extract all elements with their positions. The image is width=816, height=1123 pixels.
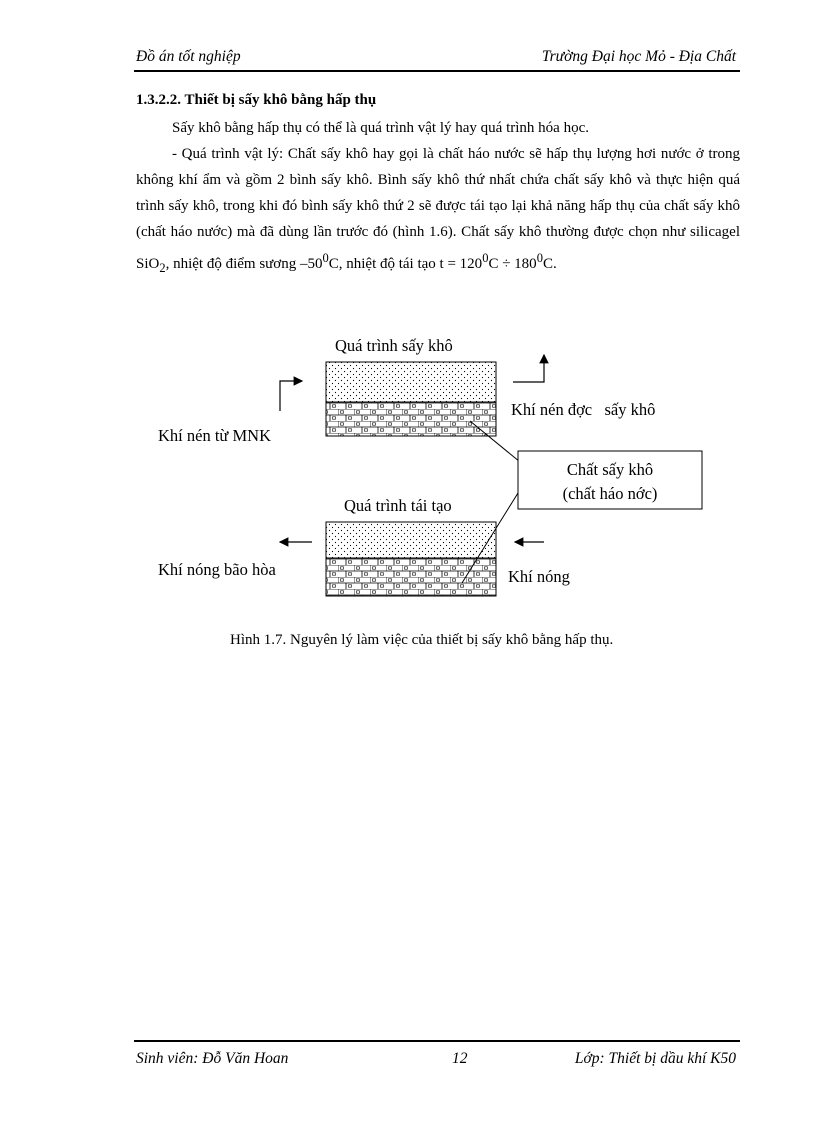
label-inlet-bottom: Khí nóng — [508, 567, 570, 586]
label-bottom-process: Quá trình tái tạo — [344, 496, 452, 515]
degree-sup-2: 0 — [482, 251, 489, 265]
section-heading: 1.3.2.2. Thiết bị sấy khô bằng hấp thụ — [136, 92, 377, 108]
top-vessel-dots — [326, 362, 496, 402]
subscript-2: 2 — [159, 261, 166, 275]
label-top-process: Quá trình sấy khô — [335, 336, 453, 355]
outlet-arrow-top — [513, 355, 544, 382]
page-number: 12 — [452, 1050, 468, 1067]
footer-student: Sinh viên: Đỗ Văn Hoan — [136, 1050, 289, 1067]
body-paragraph — [136, 141, 740, 281]
bottom-vessel-dots — [326, 522, 496, 558]
callout-line-1: Chất sấy khô — [566, 460, 654, 479]
body-text-2: , nhiệt độ điểm sương –50 — [165, 256, 323, 272]
main-content — [136, 92, 740, 281]
inlet-arrow-top — [280, 381, 302, 411]
figure-caption: Hình 1.7. Nguyên lý làm việc của thiết bị sấy khô bằng hấp thụ. — [230, 632, 614, 648]
footer-class: Lớp: Thiết bị dầu khí K50 — [574, 1050, 736, 1067]
header-right: Trường Đại học Mỏ - Địa Chất — [541, 48, 736, 65]
page-header — [134, 48, 740, 72]
body-text-3: C, nhiệt độ tái tạo t = 120 — [328, 256, 483, 272]
callout-line-2: (chất háo nớc) — [562, 484, 658, 503]
degree-sup-3: 0 — [536, 251, 543, 265]
adsorption-dryer-diagram — [130, 325, 730, 625]
header-left: Đồ án tốt nghiệp — [136, 48, 241, 65]
degree-sup-1: 0 — [322, 251, 329, 265]
body-text-4: C ÷ 180 — [488, 256, 537, 272]
body-text-1: - Quá trình vật lý: Chất sấy khô hay gọi là chất háo nước sẽ hấp thụ lượng hơi nước ở trong không khí ẩm và gồm 2 bình sấy khô. Bình sấy khô thứ nhất chứa chất sấy khô và thực hiện quá trình sấy khô, trong khi đó bình sấy khô thứ 2 sẽ được tái tạo lại khả năng hấp thụ của chất sấy khô (chất háo nước) mà đã dùng lần trước đó (hình 1.6). Chất sấy khô thường được chọn như silicagel SiO — [136, 146, 740, 272]
top-vessel-desiccant — [326, 402, 496, 436]
label-outlet-top: Khí nén đợc sấy khô — [511, 400, 656, 419]
label-outlet-bottom: Khí nóng bão hòa — [158, 560, 276, 579]
label-inlet-top: Khí nén từ MNK — [158, 426, 271, 445]
bottom-vessel-desiccant — [326, 558, 496, 596]
intro-paragraph: Sấy khô bằng hấp thụ có thể là quá trình vật lý hay quá trình hóa học. — [172, 120, 589, 136]
page-footer — [134, 1040, 740, 1072]
body-text-5: C. — [542, 256, 557, 272]
